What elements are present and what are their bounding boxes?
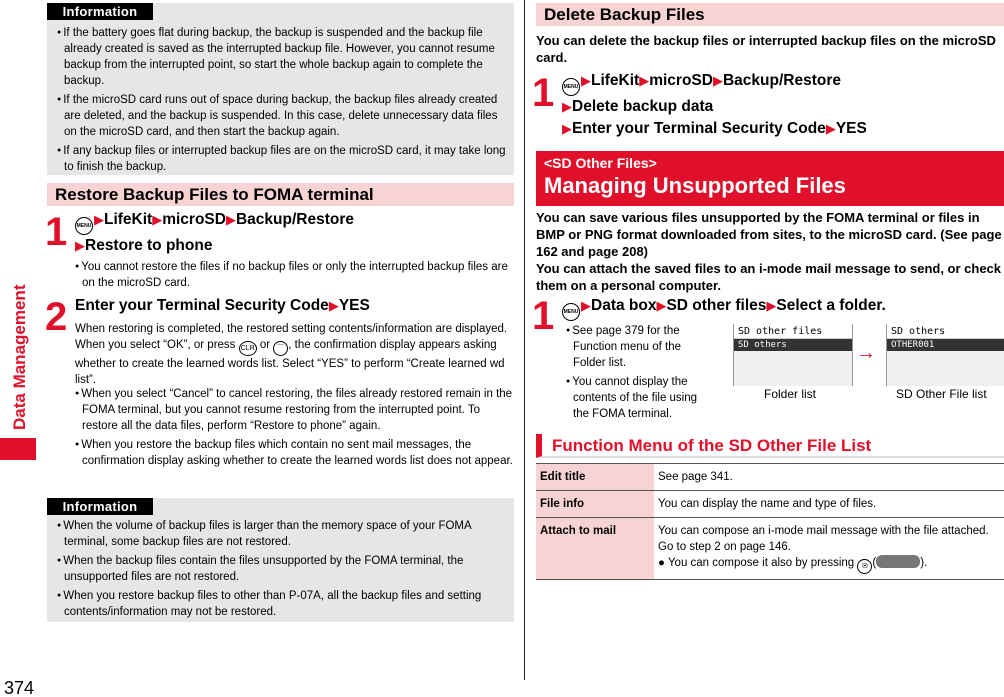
description-line: Go to step 2 on page 146. (658, 541, 791, 553)
information-item: ● If the microSD card runs out of space during backup, the backup files already created are deleted, and the backup is suspended. In this case, delete unnecessary data files on the microSD card, and then start the backup again. (57, 92, 508, 140)
function-description (654, 518, 1004, 580)
information-item: ● When the backup files contain the files unsupported by the FOMA terminal, the unsupported files are not restored. (57, 553, 508, 585)
arrow-right-icon: ▶ (712, 73, 723, 88)
topic-banner (536, 151, 1004, 206)
function-name: Edit title (536, 464, 654, 491)
menu-item: Delete backup data (572, 98, 714, 115)
menu-item: Select a folder. (776, 297, 886, 314)
step-note: ● When you restore the backup files which contain no sent mail messages, the confirmation display asking whether to create the learned words list does not appear. (75, 437, 515, 469)
information-item: ● When you restore backup files to other than P-07A, all the backup files and setting contents/information may not be restored. (57, 588, 508, 620)
menu-item: Enter your Terminal Security Code (572, 120, 826, 137)
menu-item: SD other files (666, 297, 767, 314)
menu-key-icon: MENU (562, 303, 580, 321)
screen-header: SD others (887, 324, 1004, 339)
information-box-battery (47, 3, 514, 175)
section-intro: You can delete the backup files or interrupted backup files on the microSD card. (536, 33, 996, 65)
step-instruction (75, 209, 515, 257)
table-row (536, 518, 1004, 580)
clear-key-icon: CLR (239, 341, 257, 356)
banner-subtitle: <SD Other Files> (544, 155, 657, 171)
step-title: Enter your Terminal Security Code (75, 297, 329, 314)
arrow-right-icon: → (856, 342, 876, 364)
screen-header: SD other files (734, 324, 852, 339)
step-number: 1 (532, 294, 555, 338)
arrow-right-icon: ▶ (766, 298, 777, 313)
screen-caption: SD Other File list (896, 387, 987, 401)
step-notes (566, 323, 716, 425)
arrow-right-icon: ▶ (581, 73, 591, 88)
description-line: You can compose an i-mode mail message with the file attached. (658, 525, 989, 537)
function-name: Attach to mail (536, 518, 654, 580)
step-title-option: YES (338, 297, 370, 314)
information-label: Information (47, 498, 153, 515)
menu-item: Backup/Restore (235, 211, 354, 228)
information-list (57, 25, 508, 178)
section-heading-function-menu: Function Menu of the SD Other File List (536, 434, 1004, 458)
section-heading-restore: Restore Backup Files to FOMA terminal (47, 183, 514, 206)
screen-row: OTHER001 (887, 339, 1004, 351)
menu-item: Restore to phone (85, 237, 213, 254)
information-item: ● When the volume of backup files is larger than the memory space of your FOMA terminal, some backup files are not restored. (57, 518, 508, 550)
section-intro (536, 209, 1002, 294)
mail-key-icon: ✉ (857, 559, 872, 574)
arrow-right-icon: ▶ (75, 238, 85, 253)
menu-item: microSD (649, 72, 713, 89)
screen-caption: Folder list (764, 387, 817, 401)
arrow-right-icon: ▶ (656, 298, 667, 313)
arrow-right-icon: ▶ (825, 121, 836, 136)
menu-item: LifeKit (104, 211, 153, 228)
step-note: ● When you select “Cancel” to cancel restoring, the files already restored remain in the FOMA terminal, but you cannot resume restoring from the interrupted point. To restore all the data files, perform “Restore to phone” again. (75, 386, 515, 434)
description-text: When restoring is completed, the restored setting contents/information are displayed. When you select “OK”, or press (75, 323, 508, 351)
menu-item: YES (835, 120, 867, 137)
intro-text: You can attach the saved files to an i-mode mail message to send, or check them on a personal computer. (536, 261, 1002, 293)
screen-row: SD others (734, 339, 852, 351)
mail-softkey-icon (876, 555, 920, 568)
step-note: ● You cannot display the contents of the file using the FOMA terminal. (566, 374, 716, 422)
arrow-right-icon: ▶ (152, 212, 163, 227)
arrow-right-icon: ▶ (581, 298, 591, 313)
folder-list-screen (733, 324, 853, 386)
description-text: , the confirmation display appears asking whether to create the learned words list. Select “YES” to perform “Create learned wd list”. (75, 339, 505, 386)
function-name: File info (536, 491, 654, 518)
information-label: Information (47, 3, 153, 20)
side-tab-label: Data Management (10, 284, 29, 430)
arrow-right-icon: ▶ (562, 121, 572, 136)
step-number: 1 (532, 71, 555, 115)
step-number: 1 (45, 210, 68, 254)
table-row (536, 464, 1004, 491)
step-description (75, 321, 513, 388)
information-item: ● If any backup files or interrupted backup files are on the microSD card, it may take long to finish the backup. (57, 143, 508, 175)
information-box-restore (47, 498, 514, 622)
step-instruction (562, 295, 1002, 321)
section-heading-delete: Delete Backup Files (536, 3, 1004, 26)
end-key-icon: ⌒ (273, 341, 288, 356)
arrow-right-icon: ▶ (225, 212, 236, 227)
step-instruction (562, 70, 1002, 140)
step-instruction (75, 295, 515, 317)
step-number: 2 (45, 295, 68, 339)
step-note: ● You cannot restore the files if no backup files or only the interrupted backup files are on the microSD card. (75, 259, 515, 291)
menu-item: Backup/Restore (722, 72, 841, 89)
arrow-right-icon: ▶ (639, 73, 650, 88)
menu-key-icon: MENU (75, 217, 93, 235)
sd-other-file-list-screen (886, 324, 1004, 386)
function-menu-table (536, 463, 1004, 580)
banner-title: Managing Unsupported Files (544, 173, 846, 198)
arrow-right-icon: ▶ (94, 212, 104, 227)
information-item: ● If the battery goes flat during backup, the backup is suspended and the backup file already created is saved as the interrupted backup file. However, you cannot resume backup from the interrupted point, so start the whole backup again to complete the backup. (57, 25, 508, 89)
table-row (536, 491, 1004, 518)
information-list (57, 518, 508, 623)
step-notes (75, 386, 515, 472)
step-notes (75, 259, 515, 294)
menu-item: Data box (591, 297, 657, 314)
intro-text: You can save various files unsupported by the FOMA terminal or files in BMP or PNG format downloaded from sites, to the microSD card. (See page 162 and page 208) (536, 210, 1002, 259)
function-description: See page 341. (654, 464, 1004, 491)
arrow-right-icon: ▶ (562, 99, 572, 114)
side-tab-marker (0, 438, 36, 460)
arrow-right-icon: ▶ (328, 298, 339, 313)
description-line: ● You can compose it also by pressing ✉ ( ). (658, 555, 1000, 574)
menu-key-icon: MENU (562, 78, 580, 96)
page-number: 374 (4, 678, 35, 697)
step-note: ● See page 379 for the Function menu of the Folder list. (566, 323, 716, 371)
description-text: You can compose it also by pressing (667, 557, 855, 569)
side-tab (0, 0, 36, 460)
menu-item: microSD (162, 211, 226, 228)
menu-item: LifeKit (591, 72, 640, 89)
column-divider (524, 0, 525, 680)
function-description: You can display the name and type of files. (654, 491, 1004, 518)
description-text: ). (920, 557, 928, 569)
description-text: or (259, 339, 271, 351)
